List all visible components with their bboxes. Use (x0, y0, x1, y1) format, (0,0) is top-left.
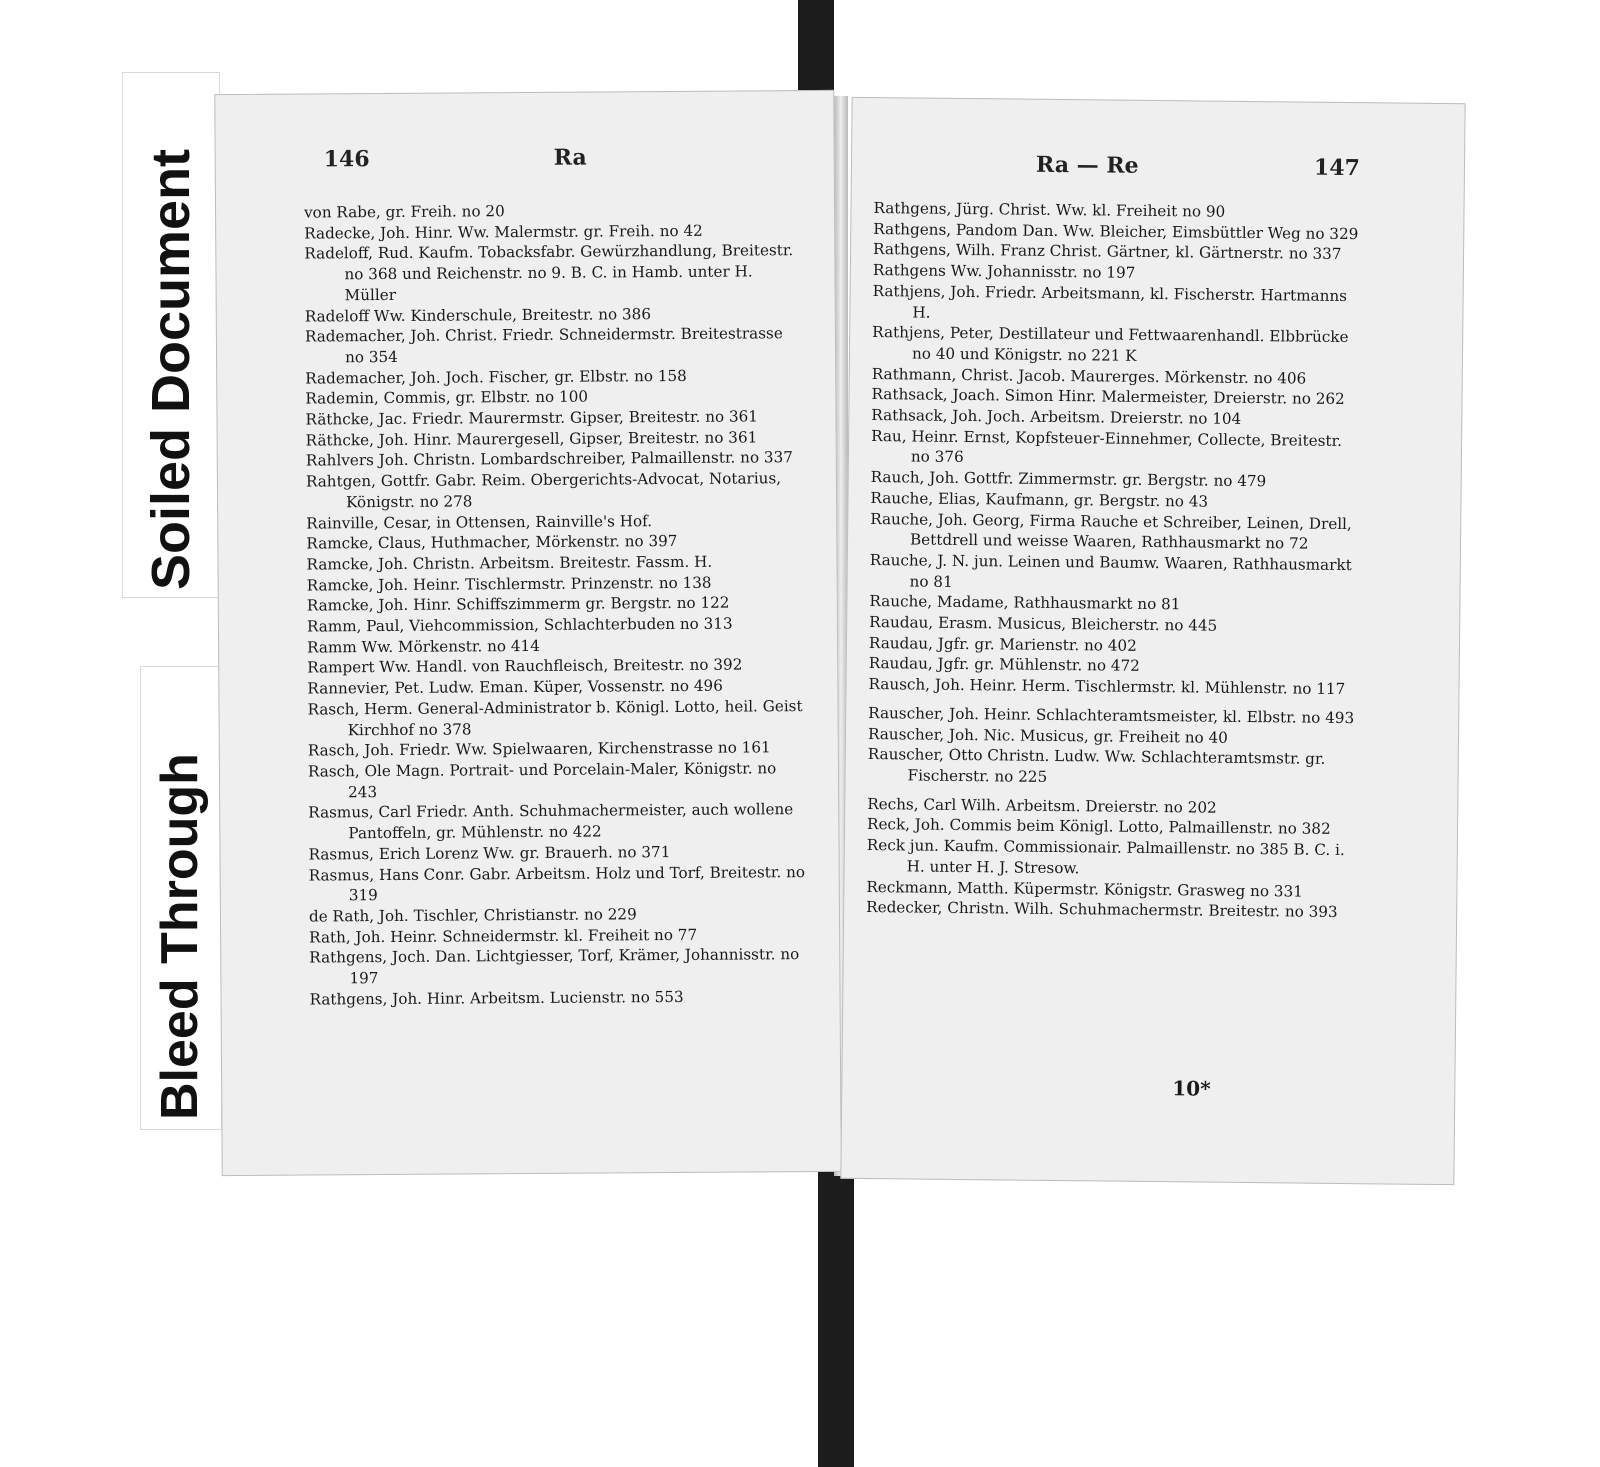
directory-entry: Rampert Ww. Handl. von Rauchfleisch, Breitestr. no 392 (307, 655, 743, 678)
directory-entry: Rauche, J. N. jun. Leinen und Baumw. Waaren, Rathhausmarkt no 81 (869, 550, 1352, 591)
directory-entry: Rainville, Cesar, in Ottensen, Rainville's Hof. (306, 511, 653, 533)
directory-entry: Rauch, Joh. Gottfr. Zimmermstr. gr. Bergstr. no 479 (870, 468, 1267, 491)
directory-entry: Rathsack, Joh. Joch. Arbeitsm. Dreierstr. no 104 (871, 406, 1242, 428)
directory-entry: Rathgens Ww. Johannisstr. no 197 (872, 261, 1136, 282)
directory-entry: Rauche, Joh. Georg, Firma Rauche et Schreiber, Leinen, Drell, Bettdrell und weisse Waaren, Rathhausmarkt no 72 (870, 509, 1352, 553)
directory-entry: Raudau, Jgfr. gr. Mühlenstr. no 472 (868, 654, 1140, 676)
directory-entry: Rathgens, Wilh. Franz Christ. Gärtner, kl. Gärtnerstr. no 337 (872, 240, 1342, 264)
directory-entry: Radecke, Joh. Hinr. Ww. Malermstr. gr. Freih. no 42 (304, 221, 703, 243)
directory-entry: Rathjens, Peter, Destillateur und Fettwaarenhandl. Elbbrücke no 40 und Königstr. no 221 K (872, 323, 1349, 365)
directory-entry: de Rath, Joh. Tischler, Christianstr. no 229 (308, 905, 637, 926)
directory-entry: von Rabe, gr. Freih. no 20 (303, 202, 505, 222)
signature-mark: 10* (1172, 1076, 1211, 1101)
directory-entry: Reck jun. Kaufm. Commissionair. Palmaillenstr. no 385 B. C. i. H. unter H. J. Stresow. (866, 836, 1345, 878)
directory-entry: Ramcke, Joh. Heinr. Tischlermstr. Prinzenstr. no 138 (306, 573, 712, 595)
directory-entry: Rath, Joh. Heinr. Schneidermstr. kl. Freiheit no 77 (309, 925, 698, 947)
directory-entry: Räthcke, Jac. Friedr. Maurermstr. Gipser, Breitestr. no 361 (305, 407, 758, 429)
right-page (840, 97, 1465, 1185)
directory-entry: Reckmann, Matth. Küpermstr. Königstr. Grasweg no 331 (866, 877, 1303, 901)
directory-entry: Rechs, Carl Wilh. Arbeitsm. Dreierstr. no 202 (867, 794, 1217, 817)
left-running-head: Ra (553, 144, 587, 171)
directory-entry: Raudau, Erasm. Musicus, Bleicherstr. no 445 (869, 613, 1218, 635)
directory-entry: Rathmann, Christ. Jacob. Maurerges. Mörkenstr. no 406 (871, 364, 1307, 388)
directory-entry: Rasch, Ole Magn. Portrait- und Porcelain-Maler, Königstr. no 243 (307, 759, 777, 801)
directory-entry: Rasmus, Hans Conr. Gabr. Arbeitsm. Holz und Torf, Breitestr. no 319 (308, 862, 806, 905)
directory-entry: Ramcke, Joh. Hinr. Schiffszimmerm gr. Bergstr. no 122 (306, 593, 730, 615)
left-page-number: 146 (323, 146, 370, 173)
directory-entry: Rademin, Commis, gr. Elbstr. no 100 (305, 387, 589, 408)
directory-entry: Rauche, Elias, Kaufmann, gr. Bergstr. no 43 (870, 488, 1209, 511)
directory-entry: Rasch, Joh. Friedr. Ww. Spielwaaren, Kirchenstrasse no 161 (307, 738, 771, 760)
directory-entry: Rauscher, Otto Christn. Ludw. Ww. Schlachteramtsmstr. gr. Fischerstr. no 225 (867, 745, 1326, 786)
directory-entry: Ramm, Paul, Viehcommission, Schlachterbuden no 313 (306, 614, 733, 636)
directory-entry: Rademacher, Joh. Christ. Friedr. Schneidermstr. Breitestrasse no 354 (304, 324, 783, 367)
directory-entry: Rademacher, Joh. Joch. Fischer, gr. Elbstr. no 158 (305, 366, 687, 388)
soiled-document-label: Soiled Document (141, 148, 201, 590)
directory-entry: Rathgens, Joh. Hinr. Arbeitsm. Lucienstr. no 553 (309, 987, 684, 1009)
left-page (214, 90, 842, 1176)
directory-entry: Rahlvers Joh. Christn. Lombardschreiber, Palmaillenstr. no 337 (305, 448, 793, 470)
directory-entry: Rathgens, Joch. Dan. Lichtgiesser, Torf, Krämer, Johannisstr. no 197 (309, 945, 800, 988)
directory-entry: Ramm Ww. Mörkenstr. no 414 (307, 636, 540, 657)
directory-entry: Radeloff, Rud. Kaufm. Tobacksfabr. Gewürzhandlung, Breitestr. no 368 und Reichenstr. no 9. B. C. in Hamb. unter H. Müller (304, 241, 794, 305)
bleed-through-label: Bleed Through (151, 753, 209, 1120)
right-page-number: 147 (1313, 154, 1361, 182)
directory-entry: Rasch, Herm. General-Administrator b. Königl. Lotto, heil. Geist Kirchhof no 378 (307, 696, 803, 739)
directory-entry: Rathgens, Jürg. Christ. Ww. kl. Freiheit no 90 (873, 199, 1226, 221)
directory-entry: Radeloff Ww. Kinderschule, Breitestr. no 386 (304, 304, 652, 326)
directory-entry: Ramcke, Claus, Huthmacher, Mörkenstr. no 397 (306, 532, 678, 553)
right-running-head: Ra — Re (1035, 151, 1139, 179)
directory-entry: Rathjens, Joh. Friedr. Arbeitsmann, kl. Fischerstr. Hartmanns H. (872, 281, 1348, 322)
binding-tape-bottom (818, 1162, 854, 1467)
binding-tape-top (798, 0, 834, 104)
directory-entry: Rasmus, Erich Lorenz Ww. gr. Brauerh. no 371 (308, 842, 671, 864)
directory-entry: Räthcke, Joh. Hinr. Maurergesell, Gipser, Breitestr. no 361 (305, 428, 758, 450)
directory-entry: Rahtgen, Gottfr. Gabr. Reim. Obergerichts-Advocat, Notarius, Königstr. no 278 (305, 469, 782, 512)
directory-entry: Rannevier, Pet. Ludw. Eman. Küper, Vossenstr. no 496 (307, 676, 723, 698)
directory-entry: Reck, Joh. Commis beim Königl. Lotto, Palmaillenstr. no 382 (866, 815, 1331, 839)
directory-entry: Rathsack, Joach. Simon Hinr. Malermeister, Dreierstr. no 262 (871, 385, 1345, 409)
directory-entry: Ramcke, Joh. Christn. Arbeitsm. Breitestr. Fassm. H. (306, 552, 713, 574)
directory-entry: Rausch, Joh. Heinr. Herm. Tischlermstr. kl. Mühlenstr. no 117 (868, 675, 1346, 699)
directory-entry: Rau, Heinr. Ernst, Kopfsteuer-Einnehmer, Collecte, Breitestr. no 376 (871, 426, 1343, 467)
directory-entry: Rauscher, Joh. Heinr. Schlachteramtsmeister, kl. Elbstr. no 493 (868, 703, 1355, 727)
right-entry-list (866, 198, 1360, 923)
directory-entry: Rathgens, Pandom Dan. Ww. Bleicher, Eimsbüttler Weg no 329 (873, 219, 1359, 243)
left-entry-list (304, 199, 810, 1010)
directory-entry: Rasmus, Carl Friedr. Anth. Schuhmachermeister, auch wollene Pantoffeln, gr. Mühlenstr. no 422 (308, 800, 794, 843)
directory-entry: Rauscher, Joh. Nic. Musicus, gr. Freiheit no 40 (867, 724, 1228, 747)
directory-entry: Redecker, Christn. Wilh. Schuhmachermstr. Breitestr. no 393 (866, 898, 1338, 922)
directory-entry: Rauche, Madame, Rathhausmarkt no 81 (869, 592, 1181, 614)
directory-entry: Raudau, Jgfr. gr. Marienstr. no 402 (868, 633, 1137, 655)
